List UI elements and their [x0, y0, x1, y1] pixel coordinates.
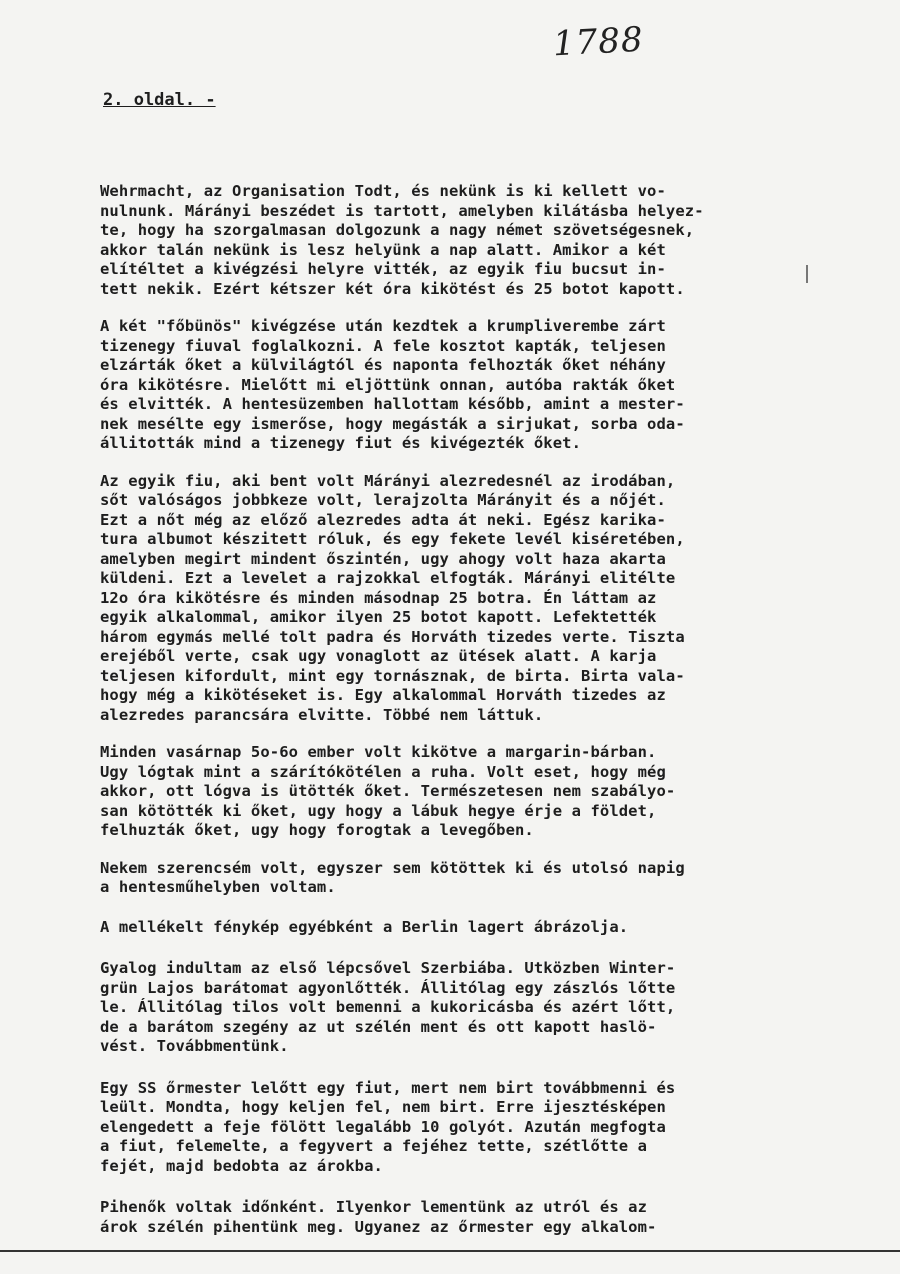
text-line: egyik alkalommal, amikor ilyen 25 botot kapott. Lefektették	[100, 608, 657, 626]
text-line: és elvitték. A hentesüzemben hallottam később, amint a mester-	[100, 395, 685, 413]
paragraph-gap	[100, 454, 800, 472]
text-line: árok szélén pihentünk meg. Ugyanez az őrmester egy alkalom-	[100, 1217, 657, 1236]
text-line: három egymás mellé tolt padra és Horváth tizedes verte. Tiszta	[100, 627, 685, 646]
text-line: akkor, ott lógva is ütötték őket. Természetesen nem szabályo-	[100, 782, 676, 800]
text-line: erejéből verte, csak ugy vonaglott az ütések alatt. A karja	[100, 647, 657, 665]
text-line: akkor talán nekünk is lesz helyünk a nap alatt. Amikor a két	[100, 240, 666, 259]
text-line: elzárták őket a külvilágtól és naponta felhozták őket néhány	[100, 356, 666, 374]
text-line: Ugy lógtak mint a szárítókötélen a ruha. Volt eset, hogy még	[100, 762, 666, 781]
text-line: a fiut, felemelte, a fegyvert a fejéhez tette, szétlőtte a	[100, 1137, 648, 1155]
text-line: Ezt a nőt még az előző alezredes adta át neki. Egész karika-	[100, 510, 666, 529]
text-line: alezredes parancsára elvitte. Többé nem láttuk.	[100, 705, 544, 724]
archive-number: 1788	[552, 19, 645, 65]
text-line: Minden vasárnap 5o-6o ember volt kikötve a margarin-bárban.	[100, 743, 657, 761]
paragraph-gap	[100, 1057, 800, 1079]
text-line: Gyalog indultam az első lépcsővel Szerbiába. Utközben Winter-	[100, 959, 676, 977]
text-line: elengedett a feje fölött legalább 10 golyót. Azután megfogta	[100, 1117, 666, 1136]
text-line: a hentesműhelyben voltam.	[100, 878, 336, 896]
text-line: de a barátom szegény az ut szélén ment és ott kapott haslö-	[100, 1017, 657, 1036]
text-line: 12o óra kikötésre és minden másodnap 25 botra. Én láttam az	[100, 588, 657, 607]
text-line: fejét, majd bedobta az árokba.	[100, 1156, 383, 1175]
paragraph-gap	[100, 299, 800, 317]
page-header: 2. oldal. -	[103, 90, 216, 110]
paragraph	[100, 472, 800, 726]
paragraph-gap	[100, 898, 800, 918]
text-line: sőt valóságos jobbkeze volt, lerajzolta Márányit és a nőjét.	[100, 491, 666, 509]
text-line: tura albumot készitett róluk, és egy fekete levél kiséretében,	[100, 530, 685, 548]
text-line: teljesen kifordult, mint egy tornásznak, de birta. Birta vala-	[100, 666, 685, 685]
paragraph	[100, 918, 800, 938]
text-line: A mellékelt fénykép egyébként a Berlin lagert ábrázolja.	[100, 917, 629, 936]
paragraph	[100, 743, 800, 841]
paragraph-gap	[100, 841, 800, 859]
scan-mark	[806, 265, 808, 283]
text-line: Nekem szerencsém volt, egyszer sem kötöttek ki és utolsó napig	[100, 858, 685, 877]
text-line: Egy SS őrmester lelőtt egy fiut, mert nem birt továbbmenni és	[100, 1078, 676, 1097]
document-body	[100, 182, 800, 1237]
text-line: nek mesélte egy ismerőse, hogy megásták a sirjukat, sorba oda-	[100, 414, 685, 433]
paragraph	[100, 859, 800, 898]
text-line: nulnunk. Márányi beszédet is tartott, amelyben kilátásba helyez-	[100, 201, 704, 220]
page-bottom-edge	[0, 1250, 900, 1252]
text-line: Wehrmacht, az Organisation Todt, és nekünk is ki kellett vo-	[100, 182, 666, 200]
text-line: óra kikötésre. Mielőtt mi eljöttünk onnan, autóba rakták őket	[100, 375, 676, 394]
text-line: tett nekik. Ezért kétszer két óra kikötést és 25 botot kapott.	[100, 279, 685, 298]
paragraph	[100, 317, 800, 454]
text-line: hogy még a kikötéseket is. Egy alkalommal Horváth tizedes az	[100, 686, 666, 704]
paragraph	[100, 182, 800, 299]
paragraph-gap	[100, 937, 800, 959]
text-line: elítéltet a kivégzési helyre vitték, az egyik fiu bucsut in-	[100, 260, 666, 278]
text-line: állitották mind a tizenegy fiut és kivégezték őket.	[100, 434, 582, 452]
text-line: le. Állitólag tilos volt bemenni a kukoricásba és azért lőtt,	[100, 998, 676, 1016]
text-line: grün Lajos barátomat agyonlőtték. Állitólag egy zászlós lőtte	[100, 978, 676, 997]
paragraph	[100, 1079, 800, 1177]
text-line: Pihenők voltak időnként. Ilyenkor lementünk az utról és az	[100, 1198, 648, 1216]
text-line: Az egyik fiu, aki bent volt Márányi alezredesnél az irodában,	[100, 471, 676, 490]
text-line: felhuzták őket, ugy hogy forogtak a levegőben.	[100, 821, 534, 839]
paragraph	[100, 959, 800, 1057]
text-line: leült. Mondta, hogy keljen fel, nem birt. Erre ijesztésképen	[100, 1098, 666, 1116]
text-line: san kötötték ki őket, ugy hogy a lábuk hegye érje a földet,	[100, 801, 657, 820]
text-line: tizenegy fiuval foglalkozni. A fele kosztot kapták, teljesen	[100, 336, 666, 355]
paragraph	[100, 1198, 800, 1237]
paragraph-gap	[100, 1176, 800, 1198]
text-line: amelyben megirt mindent őszintén, ugy ahogy volt haza akarta	[100, 549, 666, 568]
text-line: A két "főbünös" kivégzése után kezdtek a krumpliverembe zárt	[100, 317, 666, 335]
text-line: küldeni. Ezt a levelet a rajzokkal elfogták. Márányi elitélte	[100, 569, 676, 587]
paragraph-gap	[100, 725, 800, 743]
text-line: te, hogy ha szorgalmasan dolgozunk a nagy német szövetségesnek,	[100, 221, 695, 239]
text-line: vést. Továbbmentünk.	[100, 1037, 289, 1055]
